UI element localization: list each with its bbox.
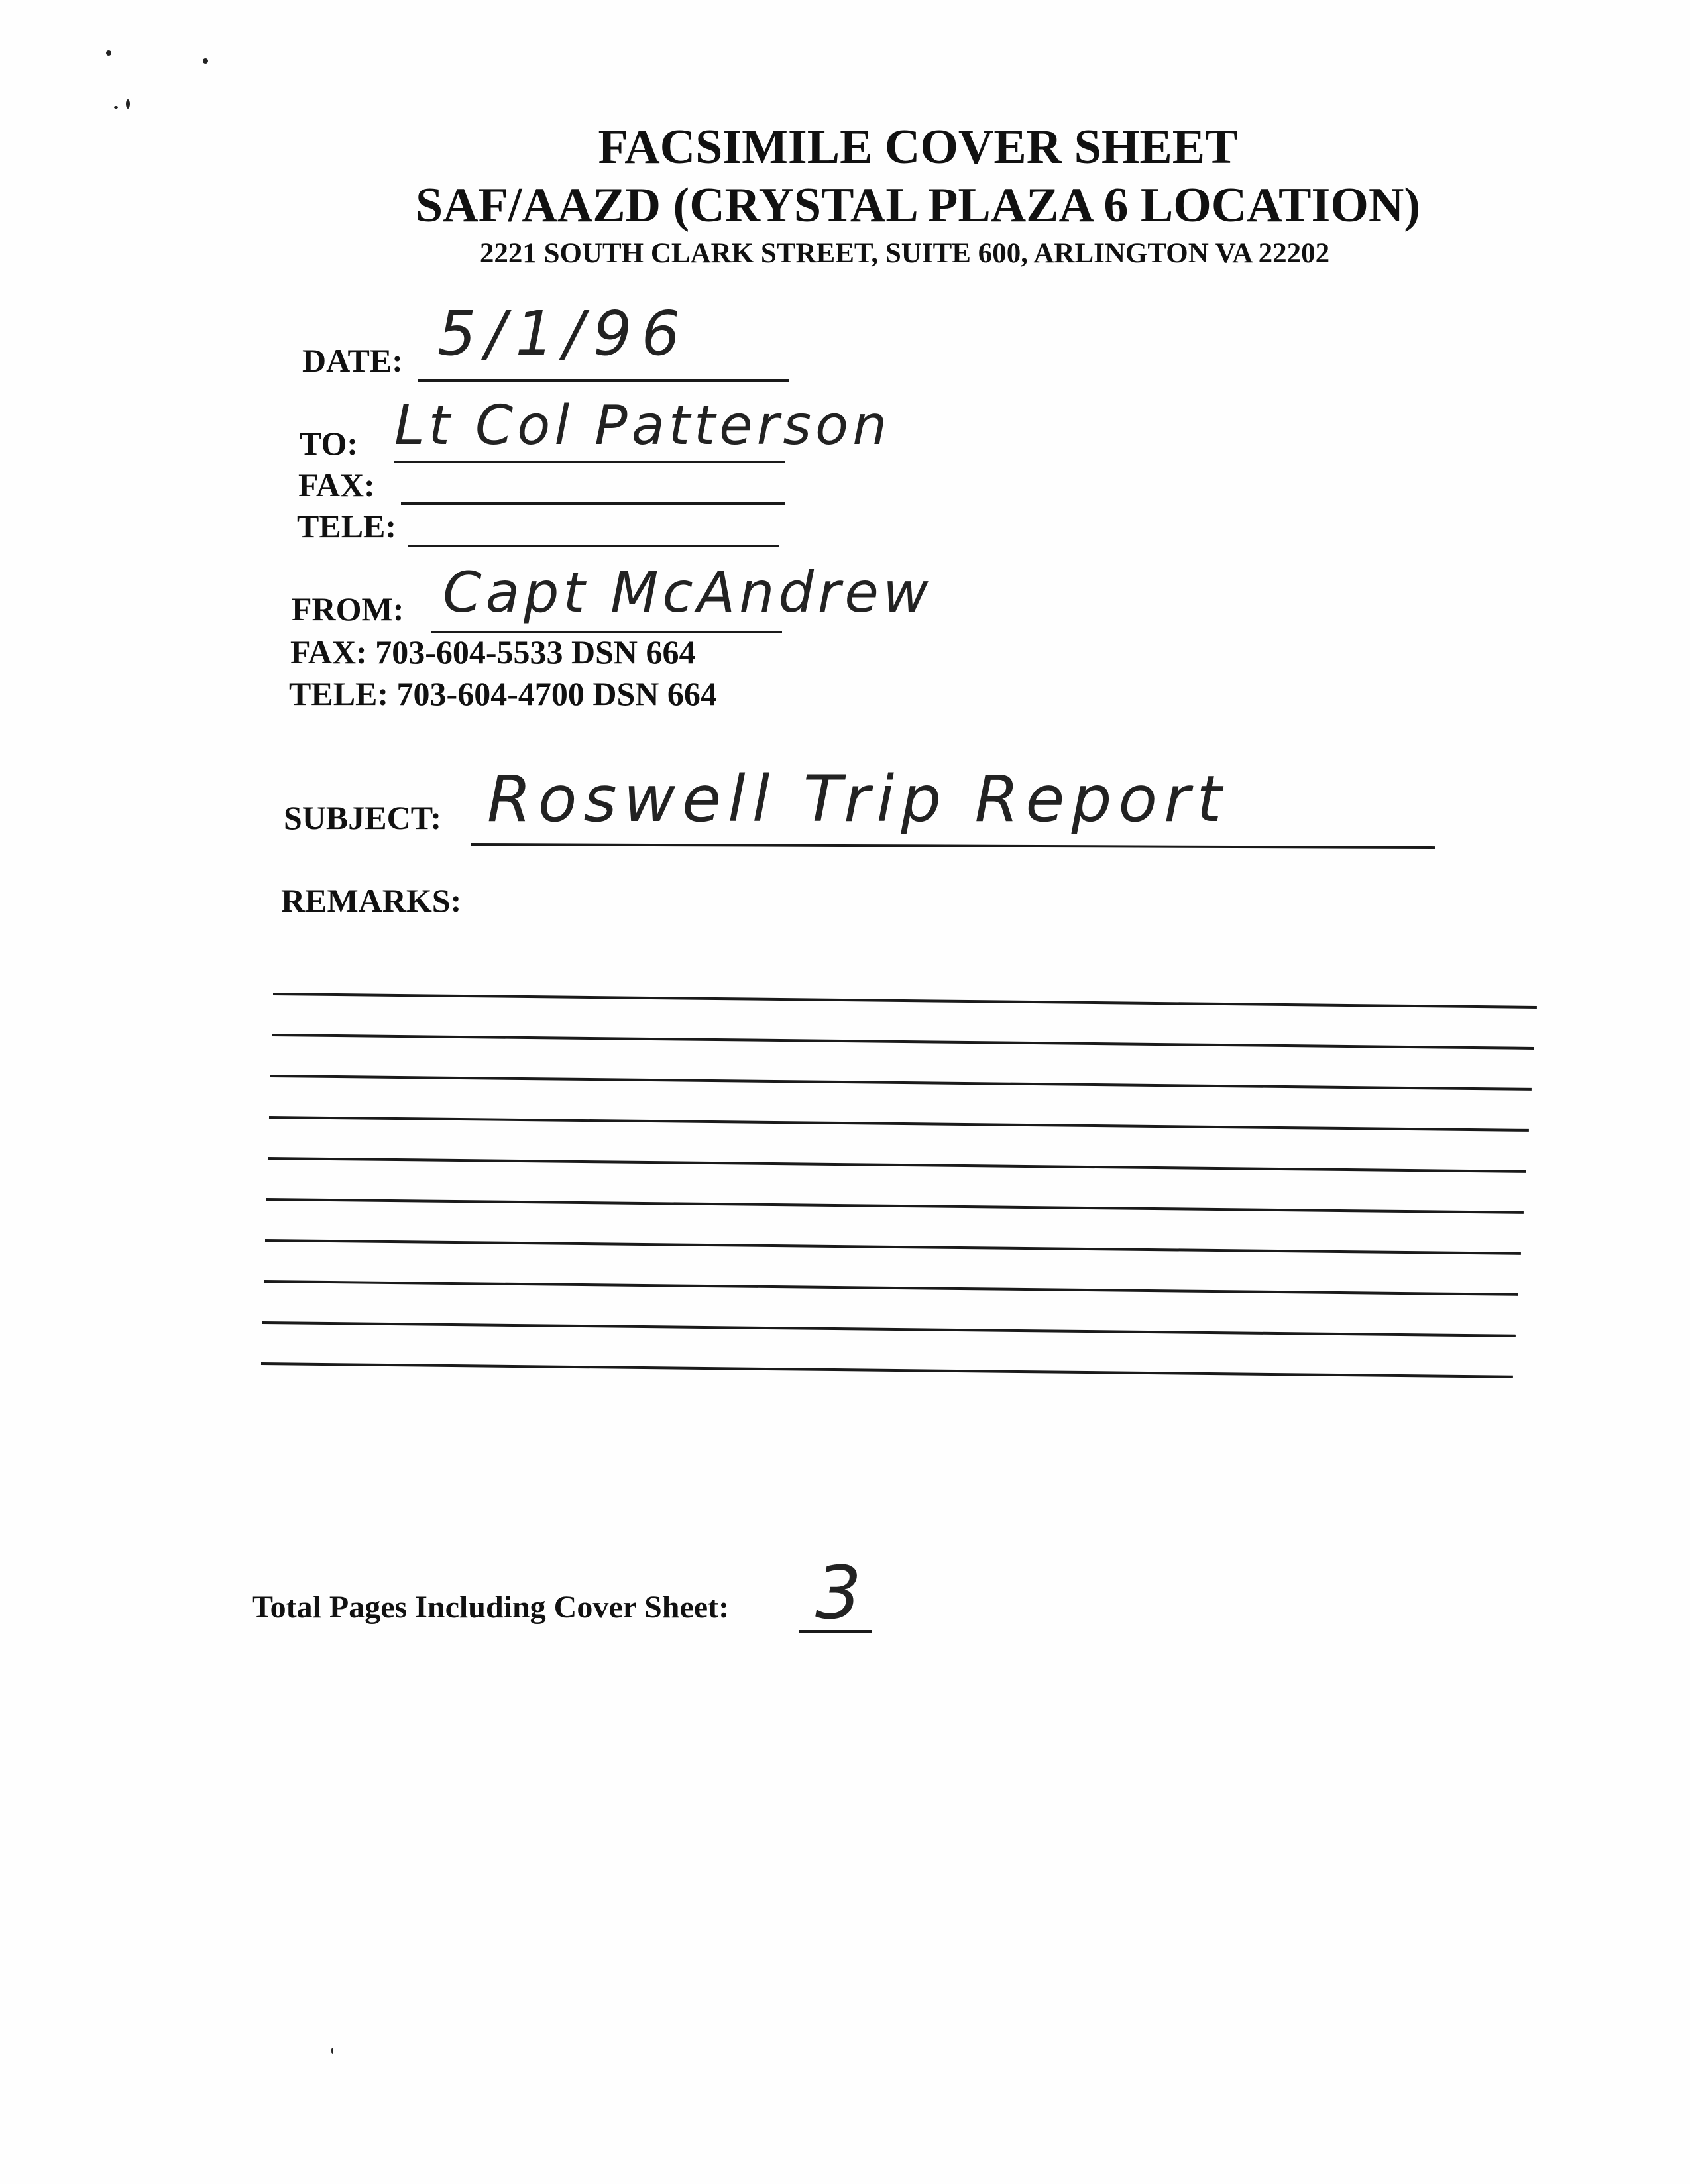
subject-line: [471, 843, 1435, 849]
remarks-line: [270, 1075, 1532, 1091]
remarks-line: [268, 1157, 1526, 1173]
remarks-line: [266, 1198, 1524, 1214]
scan-speck: [126, 99, 130, 109]
scan-speck: [203, 58, 208, 64]
from-fax-line: FAX: 703-604-5533 DSN 664: [290, 633, 696, 671]
remarks-line: [269, 1116, 1529, 1132]
date-label: DATE:: [302, 342, 403, 379]
remarks-label: REMARKS:: [281, 882, 462, 919]
sheet-title: FACSIMILE COVER SHEET: [598, 120, 1238, 174]
from-value: Capt McAndrew: [443, 560, 932, 625]
to-fax-label: FAX:: [298, 466, 375, 504]
office-address: 2221 SOUTH CLARK STREET, SUITE 600, ARLINGTON VA 22202: [479, 238, 1330, 269]
to-tele-line: [408, 545, 779, 547]
subject-label: SUBJECT:: [284, 799, 442, 836]
remarks-line: [261, 1362, 1513, 1378]
scan-speck: [106, 50, 111, 56]
total-pages-line: [799, 1630, 872, 1633]
scan-speck: [331, 2048, 333, 2054]
date-value: 5/1/96: [437, 298, 690, 369]
to-line: [394, 461, 785, 463]
from-tele-line: TELE: 703-604-4700 DSN 664: [289, 675, 717, 712]
to-label: TO:: [300, 425, 358, 462]
to-value: Lt Col Patterson: [394, 394, 891, 457]
office-name: SAF/AAZD (CRYSTAL PLAZA 6 LOCATION): [416, 178, 1420, 233]
total-pages-value: 3: [815, 1551, 866, 1635]
subject-value: Roswell Trip Report: [487, 762, 1229, 836]
remarks-line: [262, 1321, 1516, 1337]
remarks-line: [265, 1239, 1521, 1255]
from-label: FROM:: [292, 590, 404, 628]
total-pages-label: Total Pages Including Cover Sheet:: [252, 1590, 730, 1625]
scan-speck: [114, 106, 118, 109]
to-tele-label: TELE:: [297, 508, 397, 545]
date-line: [418, 379, 789, 382]
remarks-line: [264, 1280, 1518, 1296]
remarks-line: [273, 993, 1537, 1009]
remarks-line: [272, 1034, 1534, 1050]
to-fax-line: [401, 502, 785, 505]
